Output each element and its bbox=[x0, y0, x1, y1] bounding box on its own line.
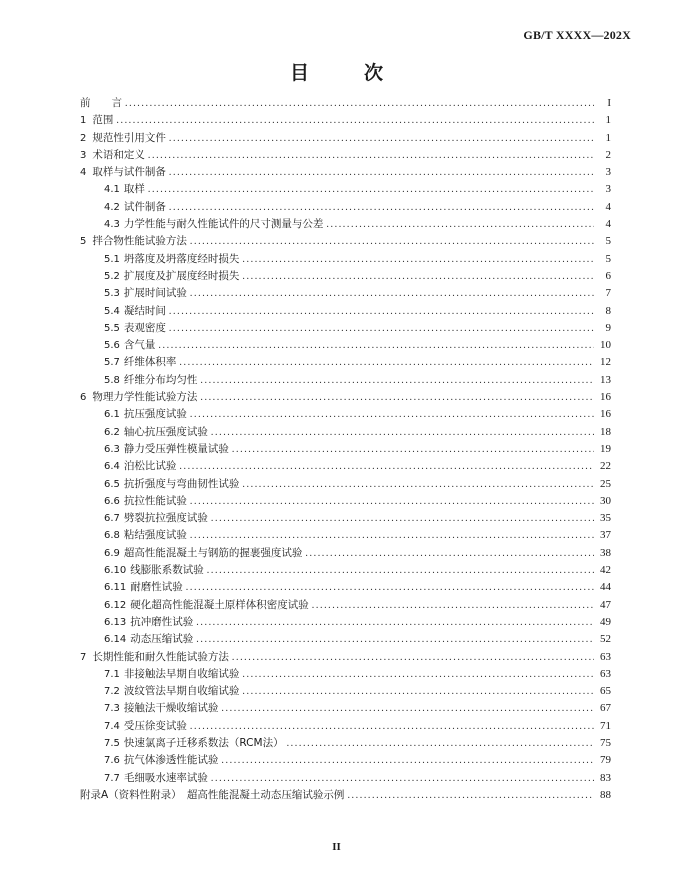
toc-entry-label: 附录A（资料性附录） 超高性能混凝土动态压缩试验示例 bbox=[80, 788, 345, 801]
toc-entry[interactable] bbox=[80, 164, 611, 181]
toc-entry-number: 5.1 bbox=[104, 253, 120, 265]
toc-entry-label: 物理力学性能试验方法 bbox=[92, 391, 198, 404]
toc-entry-page: 63 bbox=[600, 650, 611, 663]
toc-entry-page: 83 bbox=[600, 771, 611, 784]
toc-entry-label: 快速氯离子迁移系数法（RCM法） bbox=[123, 736, 284, 749]
toc-entry-page: 1 bbox=[605, 131, 611, 144]
toc-entry[interactable] bbox=[80, 527, 611, 544]
toc-leader-dots bbox=[232, 441, 594, 458]
toc-entry-label: 静力受压弹性模量试验 bbox=[123, 442, 229, 455]
toc-entry-label: 抗拉性能试验 bbox=[123, 494, 187, 507]
toc-leader-dots bbox=[242, 476, 594, 493]
toc-entry-label: 超高性能混凝土与钢筋的握裹强度试验 bbox=[123, 546, 303, 559]
toc-entry-label: 凝结时间 bbox=[123, 304, 166, 317]
toc-entry[interactable] bbox=[80, 216, 611, 233]
toc-entry-label: 扩展时间试验 bbox=[123, 287, 187, 300]
toc-entry-label: 规范性引用文件 bbox=[92, 131, 166, 144]
toc-entry-page: 88 bbox=[600, 788, 611, 801]
toc-entry-number: 1 bbox=[80, 115, 87, 127]
toc-entry[interactable] bbox=[80, 95, 611, 112]
toc-entry-label: 耐磨性试验 bbox=[130, 581, 183, 594]
toc-entry-page: 4 bbox=[605, 200, 611, 213]
toc-leader-dots bbox=[169, 130, 594, 147]
toc-entry[interactable] bbox=[80, 735, 611, 752]
toc-entry-label: 动态压缩试验 bbox=[130, 633, 194, 646]
toc-entry-label: 受压徐变试验 bbox=[123, 719, 187, 732]
toc-entry[interactable] bbox=[80, 718, 611, 735]
toc-entry-number: 6.1 bbox=[104, 409, 120, 421]
toc-entry-number: 7.7 bbox=[104, 772, 120, 784]
toc-entry-number: 5.7 bbox=[104, 357, 120, 369]
toc-entry[interactable] bbox=[80, 337, 611, 354]
toc-entry-label: 接触法干燥收缩试验 bbox=[123, 702, 219, 715]
toc-leader-dots bbox=[190, 233, 594, 250]
toc-entry[interactable] bbox=[80, 441, 611, 458]
toc-leader-dots bbox=[242, 683, 594, 700]
toc-entry-page: 38 bbox=[600, 546, 611, 559]
toc-entry-label: 劈裂抗拉强度试验 bbox=[123, 512, 208, 525]
toc-leader-dots bbox=[221, 700, 594, 717]
toc-entry-page: 9 bbox=[605, 321, 611, 334]
toc-leader-dots bbox=[312, 597, 594, 614]
toc-entry-number: 6 bbox=[80, 392, 87, 404]
toc-leader-dots bbox=[326, 216, 594, 233]
toc-entry-label: 波纹管法早期自收缩试验 bbox=[123, 685, 240, 698]
toc-entry-number: 5 bbox=[80, 236, 87, 248]
toc-entry-label: 含气量 bbox=[123, 339, 156, 352]
toc-entry-number: 5.4 bbox=[104, 305, 120, 317]
toc-entry-number: 7 bbox=[80, 651, 87, 663]
toc-entry[interactable] bbox=[80, 303, 611, 320]
toc-entry[interactable] bbox=[80, 510, 611, 527]
toc-leader-dots bbox=[200, 389, 594, 406]
toc-entry-page: 42 bbox=[600, 564, 611, 577]
toc-leader-dots bbox=[211, 424, 594, 441]
toc-entry-page: 3 bbox=[605, 166, 611, 179]
toc-entry-number: 6.12 bbox=[104, 599, 127, 611]
toc-entry[interactable] bbox=[80, 614, 611, 631]
toc-entry-number: 6.4 bbox=[104, 461, 120, 473]
toc-entry-number: 7.3 bbox=[104, 703, 120, 715]
toc-leader-dots bbox=[158, 337, 594, 354]
toc-leader-dots bbox=[169, 164, 594, 181]
toc-entry[interactable] bbox=[80, 597, 611, 614]
toc-entry-number: 4.3 bbox=[104, 219, 120, 231]
toc-entry[interactable] bbox=[80, 476, 611, 493]
toc-entry-number: 6.6 bbox=[104, 495, 120, 507]
toc-entry-page: 63 bbox=[600, 667, 611, 680]
toc-entry-label: 线膨胀系数试验 bbox=[130, 564, 204, 577]
toc-entry-page: 18 bbox=[600, 425, 611, 438]
toc-entry[interactable] bbox=[80, 666, 611, 683]
toc-entry-number: 7.2 bbox=[104, 686, 120, 698]
toc-entry-number: 6.9 bbox=[104, 547, 120, 559]
toc-entry-page: 6 bbox=[605, 269, 611, 282]
toc-entry-label: 取样与试件制备 bbox=[92, 166, 166, 179]
toc-entry[interactable] bbox=[80, 285, 611, 302]
toc-leader-dots bbox=[196, 614, 594, 631]
toc-entry[interactable] bbox=[80, 181, 611, 198]
toc-entry-label: 抗气体渗透性能试验 bbox=[123, 754, 219, 767]
toc-entry-page: 25 bbox=[600, 477, 611, 490]
toc-entry-page: 30 bbox=[600, 494, 611, 507]
toc-leader-dots bbox=[242, 666, 594, 683]
toc-entry[interactable] bbox=[80, 233, 611, 250]
toc-entry-number: 7.1 bbox=[104, 668, 120, 680]
toc-leader-dots bbox=[190, 285, 594, 302]
toc-leader-dots bbox=[169, 320, 594, 337]
toc-entry-label: 表观密度 bbox=[123, 321, 166, 334]
toc-entry[interactable] bbox=[80, 770, 611, 787]
toc-entry[interactable] bbox=[80, 683, 611, 700]
toc-entry-number: 5.5 bbox=[104, 322, 120, 334]
toc-entry-page: 75 bbox=[600, 736, 611, 749]
toc-leader-dots bbox=[211, 510, 594, 527]
toc-entry-page: 5 bbox=[605, 252, 611, 265]
toc-entry[interactable] bbox=[80, 320, 611, 337]
toc-leader-dots bbox=[196, 631, 594, 648]
toc-entry-number: 7.4 bbox=[104, 720, 120, 732]
toc-leader-dots bbox=[242, 251, 594, 268]
toc-entry-label: 抗冲磨性试验 bbox=[130, 615, 194, 628]
toc-entry-page: 35 bbox=[600, 512, 611, 525]
toc-leader-dots bbox=[190, 406, 594, 423]
toc-leader-dots bbox=[221, 752, 594, 769]
toc-entry-page: 3 bbox=[605, 183, 611, 196]
toc-entry-label: 泊松比试验 bbox=[123, 460, 177, 473]
toc-entry-label: 力学性能与耐久性能试件的尺寸测量与公差 bbox=[123, 218, 324, 231]
toc-entry-number: 5.3 bbox=[104, 288, 120, 300]
toc-entry[interactable] bbox=[80, 787, 611, 804]
toc-entry-label: 纤维分布均匀性 bbox=[123, 373, 198, 386]
toc-leader-dots bbox=[169, 199, 594, 216]
toc-entry[interactable] bbox=[80, 354, 611, 371]
toc-entry-page: 10 bbox=[600, 339, 611, 352]
toc-entry-number: 6.3 bbox=[104, 443, 120, 455]
table-of-contents bbox=[80, 95, 611, 804]
toc-entry-number: 7.5 bbox=[104, 737, 120, 749]
toc-leader-dots bbox=[190, 527, 594, 544]
toc-entry-label: 非接触法早期自收缩试验 bbox=[123, 667, 240, 680]
toc-entry[interactable] bbox=[80, 389, 611, 406]
toc-entry-label: 轴心抗压强度试验 bbox=[123, 425, 208, 438]
toc-leader-dots bbox=[200, 372, 594, 389]
toc-leader-dots bbox=[179, 354, 594, 371]
toc-entry-number: 5.8 bbox=[104, 374, 120, 386]
toc-entry[interactable] bbox=[80, 752, 611, 769]
toc-entry[interactable] bbox=[80, 251, 611, 268]
toc-entry-page: 4 bbox=[605, 218, 611, 231]
toc-entry-page: 71 bbox=[600, 719, 611, 732]
toc-entry-number: 3 bbox=[80, 149, 87, 161]
toc-entry-page: 22 bbox=[600, 460, 611, 473]
toc-entry-number: 6.2 bbox=[104, 426, 120, 438]
toc-leader-dots bbox=[148, 181, 594, 198]
toc-entry-page: 7 bbox=[605, 287, 611, 300]
toc-entry[interactable] bbox=[80, 424, 611, 441]
toc-entry-number: 6.11 bbox=[104, 582, 127, 594]
toc-entry-page: 67 bbox=[600, 702, 611, 715]
toc-entry[interactable] bbox=[80, 700, 611, 717]
toc-entry[interactable] bbox=[80, 199, 611, 216]
toc-entry-page: 79 bbox=[600, 754, 611, 767]
toc-entry-page: 37 bbox=[600, 529, 611, 542]
toc-entry[interactable] bbox=[80, 631, 611, 648]
toc-entry-number: 6.7 bbox=[104, 513, 120, 525]
toc-leader-dots bbox=[116, 112, 594, 129]
toc-entry-page: 13 bbox=[600, 373, 611, 386]
toc-entry-number: 6.5 bbox=[104, 478, 120, 490]
toc-leader-dots bbox=[211, 770, 594, 787]
toc-entry[interactable] bbox=[80, 147, 611, 164]
toc-entry-page: 19 bbox=[600, 442, 611, 455]
toc-entry-label: 取样 bbox=[123, 183, 145, 196]
toc-leader-dots bbox=[287, 735, 594, 752]
standard-code: GB/T XXXX—202X bbox=[523, 28, 631, 42]
toc-leader-dots bbox=[148, 147, 594, 164]
toc-title: 目 次 bbox=[289, 62, 401, 84]
toc-entry-page: 16 bbox=[600, 408, 611, 421]
toc-entry[interactable] bbox=[80, 372, 611, 389]
toc-entry-number: 6.14 bbox=[104, 634, 127, 646]
toc-leader-dots bbox=[242, 268, 594, 285]
toc-entry-page: 49 bbox=[600, 615, 611, 628]
toc-entry[interactable] bbox=[80, 406, 611, 423]
toc-entry-page: 65 bbox=[600, 685, 611, 698]
toc-entry-page: 16 bbox=[600, 391, 611, 404]
toc-leader-dots bbox=[169, 303, 594, 320]
toc-entry-label: 前 言 bbox=[80, 97, 122, 109]
toc-entry[interactable] bbox=[80, 562, 611, 579]
toc-entry-label: 毛细吸水速率试验 bbox=[123, 771, 208, 784]
toc-leader-dots bbox=[207, 562, 594, 579]
toc-entry-number: 7.6 bbox=[104, 755, 120, 767]
toc-entry-number: 4.1 bbox=[104, 184, 120, 196]
toc-entry-label: 坍落度及坍落度经时损失 bbox=[123, 252, 240, 265]
toc-entry-label: 抗折强度与弯曲韧性试验 bbox=[123, 477, 240, 490]
toc-entry-number: 4.2 bbox=[104, 201, 120, 213]
toc-entry[interactable] bbox=[80, 130, 611, 147]
toc-entry-page: 2 bbox=[605, 148, 611, 161]
toc-leader-dots bbox=[190, 718, 594, 735]
toc-leader-dots bbox=[305, 545, 594, 562]
toc-entry-page: 12 bbox=[600, 356, 611, 369]
toc-entry-page: 44 bbox=[600, 581, 611, 594]
toc-entry-label: 试件制备 bbox=[123, 200, 166, 213]
toc-leader-dots bbox=[232, 649, 594, 666]
toc-entry-label: 抗压强度试验 bbox=[123, 408, 187, 421]
toc-entry-label: 范围 bbox=[92, 114, 114, 127]
page-number: II bbox=[332, 841, 341, 853]
toc-leader-dots bbox=[125, 95, 594, 112]
toc-entry-page: I bbox=[607, 97, 611, 109]
toc-entry-label: 硬化超高性能混凝土原样体积密度试验 bbox=[130, 598, 309, 611]
toc-entry[interactable] bbox=[80, 649, 611, 666]
toc-entry-label: 粘结强度试验 bbox=[123, 529, 187, 542]
toc-leader-dots bbox=[186, 579, 594, 596]
toc-entry-label: 术语和定义 bbox=[92, 148, 145, 161]
toc-entry-number: 5.2 bbox=[104, 270, 120, 282]
toc-entry[interactable] bbox=[80, 579, 611, 596]
toc-entry-number: 4 bbox=[80, 167, 87, 179]
toc-leader-dots bbox=[190, 493, 594, 510]
toc-entry[interactable] bbox=[80, 493, 611, 510]
toc-entry-label: 长期性能和耐久性能试验方法 bbox=[92, 650, 229, 663]
toc-entry[interactable] bbox=[80, 112, 611, 129]
toc-entry-label: 拌合物性能试验方法 bbox=[92, 235, 187, 248]
toc-entry-page: 52 bbox=[600, 633, 611, 646]
toc-leader-dots bbox=[347, 787, 594, 804]
toc-entry-label: 扩展度及扩展度经时损失 bbox=[123, 269, 240, 282]
toc-entry-label: 纤维体积率 bbox=[123, 356, 177, 369]
toc-entry-number: 5.6 bbox=[104, 340, 120, 352]
toc-entry-page: 8 bbox=[605, 304, 611, 317]
toc-entry[interactable] bbox=[80, 545, 611, 562]
toc-entry-number: 6.13 bbox=[104, 616, 127, 628]
toc-entry[interactable] bbox=[80, 458, 611, 475]
toc-entry[interactable] bbox=[80, 268, 611, 285]
toc-entry-number: 6.10 bbox=[104, 565, 127, 577]
toc-entry-number: 6.8 bbox=[104, 530, 120, 542]
toc-entry-page: 5 bbox=[605, 235, 611, 248]
toc-entry-number: 2 bbox=[80, 132, 87, 144]
toc-entry-page: 47 bbox=[600, 598, 611, 611]
toc-entry-page: 1 bbox=[605, 114, 611, 127]
toc-leader-dots bbox=[179, 458, 594, 475]
